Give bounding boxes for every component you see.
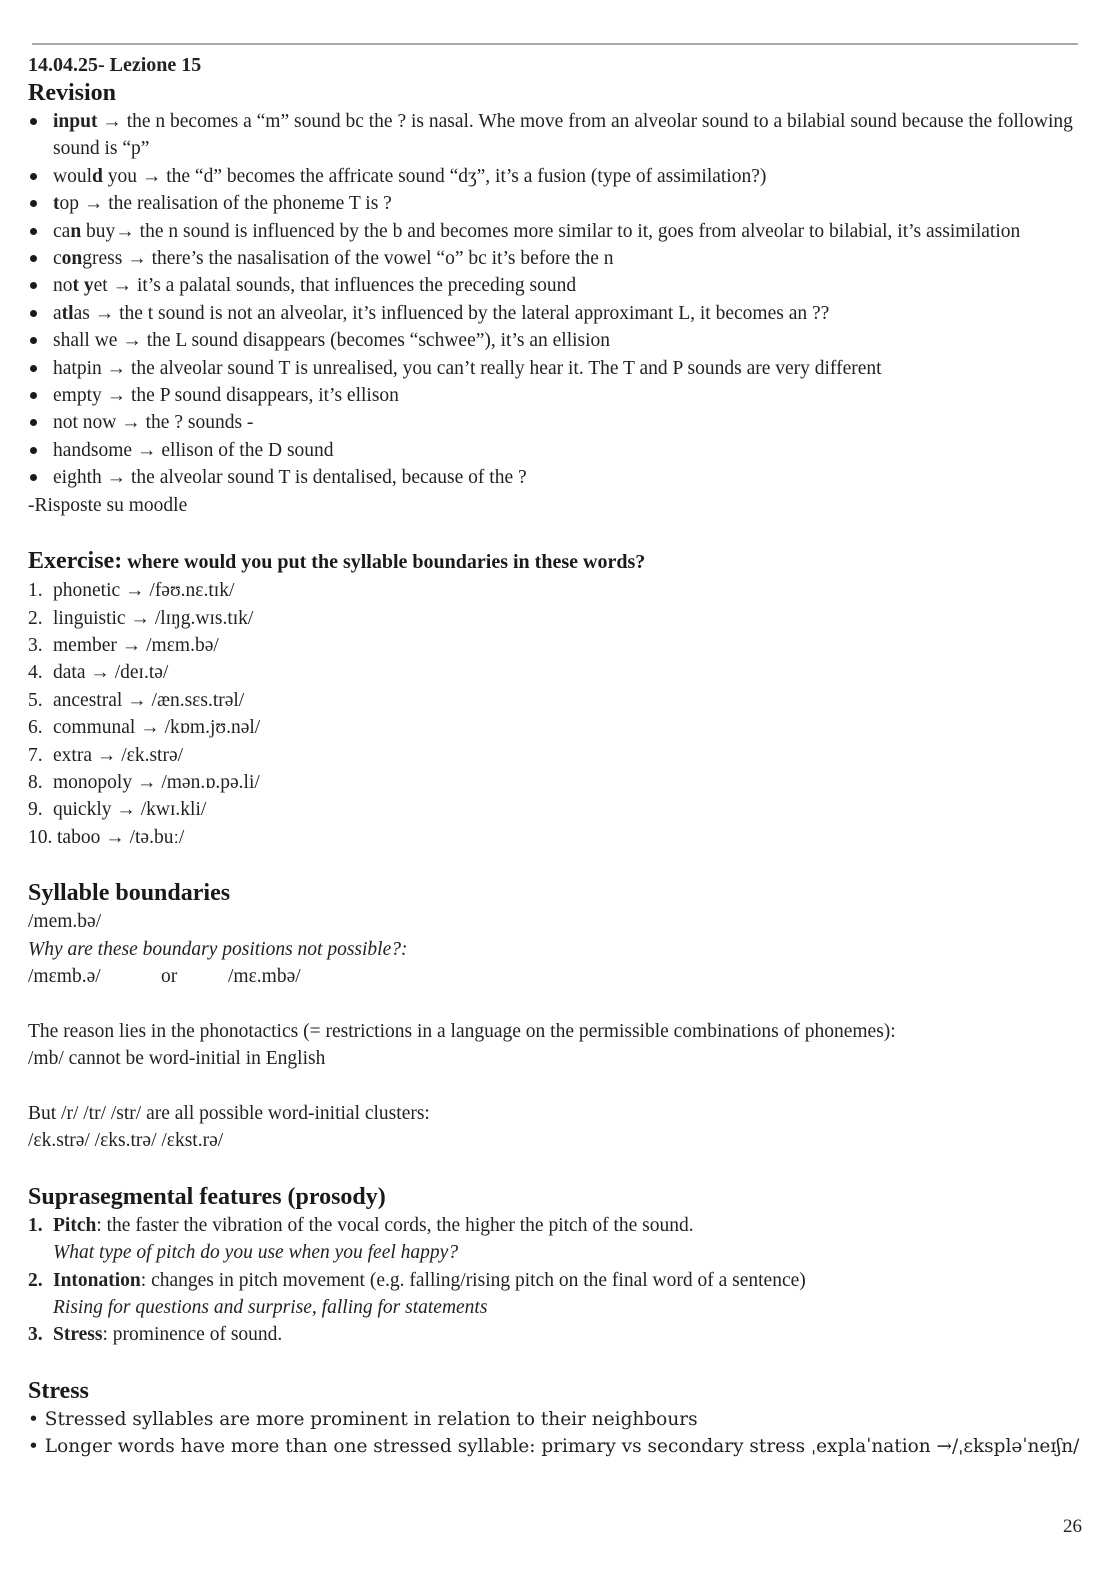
lesson-date-title: 14.04.25- Lezione 15 xyxy=(28,54,202,76)
exercise-item xyxy=(28,605,1090,632)
revision-item-text: no xyxy=(53,275,73,297)
revision-item-text: not now → the ? sounds - xyxy=(53,412,254,434)
suprasegmental-section xyxy=(28,1182,1090,1349)
revision-item-text: empty → the P sound disappears, it’s ellison xyxy=(53,385,399,407)
alternative-or: or xyxy=(161,965,178,987)
exercise-item-number: 4. xyxy=(28,662,43,684)
bullet-icon xyxy=(30,228,37,235)
revision-item xyxy=(28,272,1090,299)
suprasegmental-list xyxy=(28,1212,1090,1349)
revision-item xyxy=(28,382,1090,409)
exercise-item-text: data → /deɪ.tə/ xyxy=(53,662,169,684)
suprasegmental-term: Pitch xyxy=(53,1214,97,1236)
revision-heading: Revision xyxy=(28,80,117,106)
bullet-icon xyxy=(30,173,37,180)
syllable-heading: Syllable boundaries xyxy=(28,880,231,907)
revision-item-text: woul xyxy=(53,165,92,187)
revision-section xyxy=(28,78,1090,519)
suprasegmental-term: Stress xyxy=(53,1324,103,1346)
suprasegmental-term: Intonation xyxy=(53,1269,141,1291)
exercise-item xyxy=(28,687,1090,714)
revision-item-emphasis: d xyxy=(92,165,103,187)
suprasegmental-item-number: 2. xyxy=(28,1269,43,1291)
revision-item xyxy=(28,245,1090,272)
exercise-item xyxy=(28,769,1090,796)
suprasegmental-definition: : changes in pitch movement (e.g. falling/rising pitch on the final word of a sentence) xyxy=(140,1269,806,1291)
bullet-icon xyxy=(30,365,37,372)
revision-item xyxy=(28,163,1090,190)
exercise-item-number: 7. xyxy=(28,744,43,766)
revision-item-text: et → it’s a palatal sounds, that influences the preceding sound xyxy=(93,275,577,297)
bullet-icon xyxy=(30,200,37,207)
bullet-icon xyxy=(30,392,37,399)
exercise-item-text: extra → /ɛk.strə/ xyxy=(53,744,184,766)
alternative-2: /mɛ.mbə/ xyxy=(228,965,301,987)
revision-item xyxy=(28,355,1090,382)
exercise-item-number: 8. xyxy=(28,771,43,793)
revision-item-text: → the n becomes a “m” sound bc the ? is nasal. Whe move from an alveolar sound to a bilabial sound because the following sound is “p” xyxy=(53,111,1073,160)
exercise-item xyxy=(28,577,1090,604)
exercise-list xyxy=(28,577,1090,851)
bullet-icon xyxy=(30,337,37,344)
exercise-item xyxy=(28,714,1090,741)
exercise-item-text: communal → /kɒm.jʊ.nəl/ xyxy=(53,717,261,739)
revision-item xyxy=(28,218,1090,245)
revision-item-text: as → the t sound is not an alveolar, it’s influenced by the lateral approximant L, it becomes an ?? xyxy=(73,302,830,324)
suprasegmental-definition: : prominence of sound. xyxy=(102,1324,283,1346)
revision-item-text: shall we → the L sound disappears (becomes “schwee”), it’s an ellision xyxy=(53,330,611,352)
revision-item-text: hatpin → the alveolar sound T is unrealised, you can’t really hear it. The T and P sounds are very different xyxy=(53,357,882,379)
syllable-clusters: /ɛk.strə/ /ɛks.trə/ /ɛkst.rə/ xyxy=(28,1130,224,1152)
revision-item-emphasis: n xyxy=(70,220,82,242)
exercise-item xyxy=(28,796,1090,823)
revision-item xyxy=(28,300,1090,327)
revision-note: -Risposte su moodle xyxy=(28,494,188,516)
revision-item-text: handsome → ellison of the D sound xyxy=(53,439,334,461)
exercise-item-number: 5. xyxy=(28,689,43,711)
revision-item-emphasis: t y xyxy=(72,275,94,297)
bullet-icon xyxy=(30,255,37,262)
alternative-1: /mɛmb.ə/ xyxy=(28,965,101,987)
revision-item-emphasis: input xyxy=(53,111,98,132)
bullet-icon xyxy=(30,118,37,125)
exercise-item-text: phonetic → /fəʊ.nɛ.tɪk/ xyxy=(53,580,235,602)
stress-item: • Longer words have more than one stressed syllable: primary vs secondary stress ˌexplaˈnation →/ˌɛkspləˈneɪʃn/ xyxy=(28,1436,1080,1458)
exercise-item-text: taboo → /tə.buː/ xyxy=(57,826,185,848)
suprasegmental-item xyxy=(28,1267,1090,1322)
revision-item xyxy=(28,190,1090,217)
exercise-item-number: 2. xyxy=(28,607,43,629)
suprasegmental-item xyxy=(28,1321,1090,1348)
revision-item-text: ca xyxy=(53,220,71,242)
document-page xyxy=(28,52,1090,1461)
syllable-but: But /r/ /tr/ /str/ are all possible word-initial clusters: xyxy=(28,1102,430,1124)
bullet-icon xyxy=(30,282,37,289)
bullet-icon xyxy=(30,474,37,481)
revision-item xyxy=(28,108,1090,163)
revision-item-text: c xyxy=(53,248,62,270)
syllable-question: Why are these boundary positions not possible?: xyxy=(28,938,408,960)
exercise-subheading: where would you put the syllable boundaries in these words? xyxy=(122,551,646,574)
revision-item-text: op → the realisation of the phoneme T is ? xyxy=(59,193,392,215)
exercise-item-text: monopoly → /mən.ɒ.pə.li/ xyxy=(53,771,260,793)
bullet-icon xyxy=(30,310,37,317)
suprasegmental-definition: : the faster the vibration of the vocal cords, the higher the pitch of the sound. xyxy=(96,1214,694,1236)
exercise-item xyxy=(28,632,1090,659)
suprasegmental-item xyxy=(28,1212,1090,1267)
syllable-reason-2: /mb/ cannot be word-initial in English xyxy=(28,1048,326,1070)
exercise-item-number: 10. xyxy=(28,826,53,848)
stress-list xyxy=(28,1406,1090,1461)
revision-item xyxy=(28,327,1090,354)
revision-item-text: you → the “d” becomes the affricate sound “dʒ”, it’s a fusion (type of assimilation?) xyxy=(102,165,767,187)
suprasegmental-item-number: 1. xyxy=(28,1214,43,1236)
revision-item-emphasis: on xyxy=(61,248,83,270)
exercise-item-number: 9. xyxy=(28,799,43,821)
bullet-icon xyxy=(30,447,37,454)
exercise-item xyxy=(28,824,1090,851)
revision-item-text: buy→ the n sound is influenced by the b and becomes more similar to it, goes from alveolar to bilabial, it’s assimilation xyxy=(81,220,1021,242)
revision-item xyxy=(28,464,1090,491)
bullet-icon xyxy=(30,419,37,426)
page-number: 26 xyxy=(1063,1516,1082,1537)
revision-list xyxy=(28,108,1090,492)
suprasegmental-note: Rising for questions and surprise, falling for statements xyxy=(53,1297,488,1318)
revision-item-text: a xyxy=(53,302,62,324)
revision-item-text: gress → there’s the nasalisation of the vowel “o” bc it’s before the n xyxy=(82,248,614,270)
exercise-item xyxy=(28,659,1090,686)
revision-item-emphasis: tl xyxy=(61,302,74,324)
exercise-item-text: quickly → /kwɪ.kli/ xyxy=(53,799,207,821)
suprasegmental-note: What type of pitch do you use when you feel happy? xyxy=(53,1242,459,1264)
stress-item: • Stressed syllables are more prominent in relation to their neighbours xyxy=(28,1408,698,1430)
revision-item xyxy=(28,409,1090,436)
header-rule xyxy=(32,43,1078,45)
exercise-item-text: linguistic → /lɪŋg.wɪs.tɪk/ xyxy=(53,607,254,629)
stress-section xyxy=(28,1376,1090,1461)
revision-item xyxy=(28,437,1090,464)
exercise-item-text: member → /mɛm.bə/ xyxy=(53,634,219,656)
syllable-section xyxy=(28,878,1090,1155)
stress-heading: Stress xyxy=(28,1377,89,1404)
suprasegmental-heading: Suprasegmental features (prosody) xyxy=(28,1183,386,1210)
exercise-section xyxy=(28,546,1090,851)
exercise-item-number: 1. xyxy=(28,580,43,602)
exercise-heading xyxy=(28,546,1090,577)
syllable-example: /mem.bə/ xyxy=(28,911,102,933)
exercise-item-text: ancestral → /æn.sɛs.trəl/ xyxy=(53,689,245,711)
syllable-reason: The reason lies in the phonotactics (= restrictions in a language on the permissible combinations of phonemes): xyxy=(28,1020,896,1042)
suprasegmental-item-number: 3. xyxy=(28,1324,43,1346)
exercise-item xyxy=(28,742,1090,769)
revision-item-emphasis: t xyxy=(53,193,60,215)
exercise-item-number: 6. xyxy=(28,717,43,739)
exercise-item-number: 3. xyxy=(28,634,43,656)
exercise-label: Exercise: xyxy=(28,548,123,575)
revision-item-text: eighth → the alveolar sound T is dentalised, because of the ? xyxy=(53,467,527,489)
syllable-alternatives xyxy=(28,963,1090,990)
